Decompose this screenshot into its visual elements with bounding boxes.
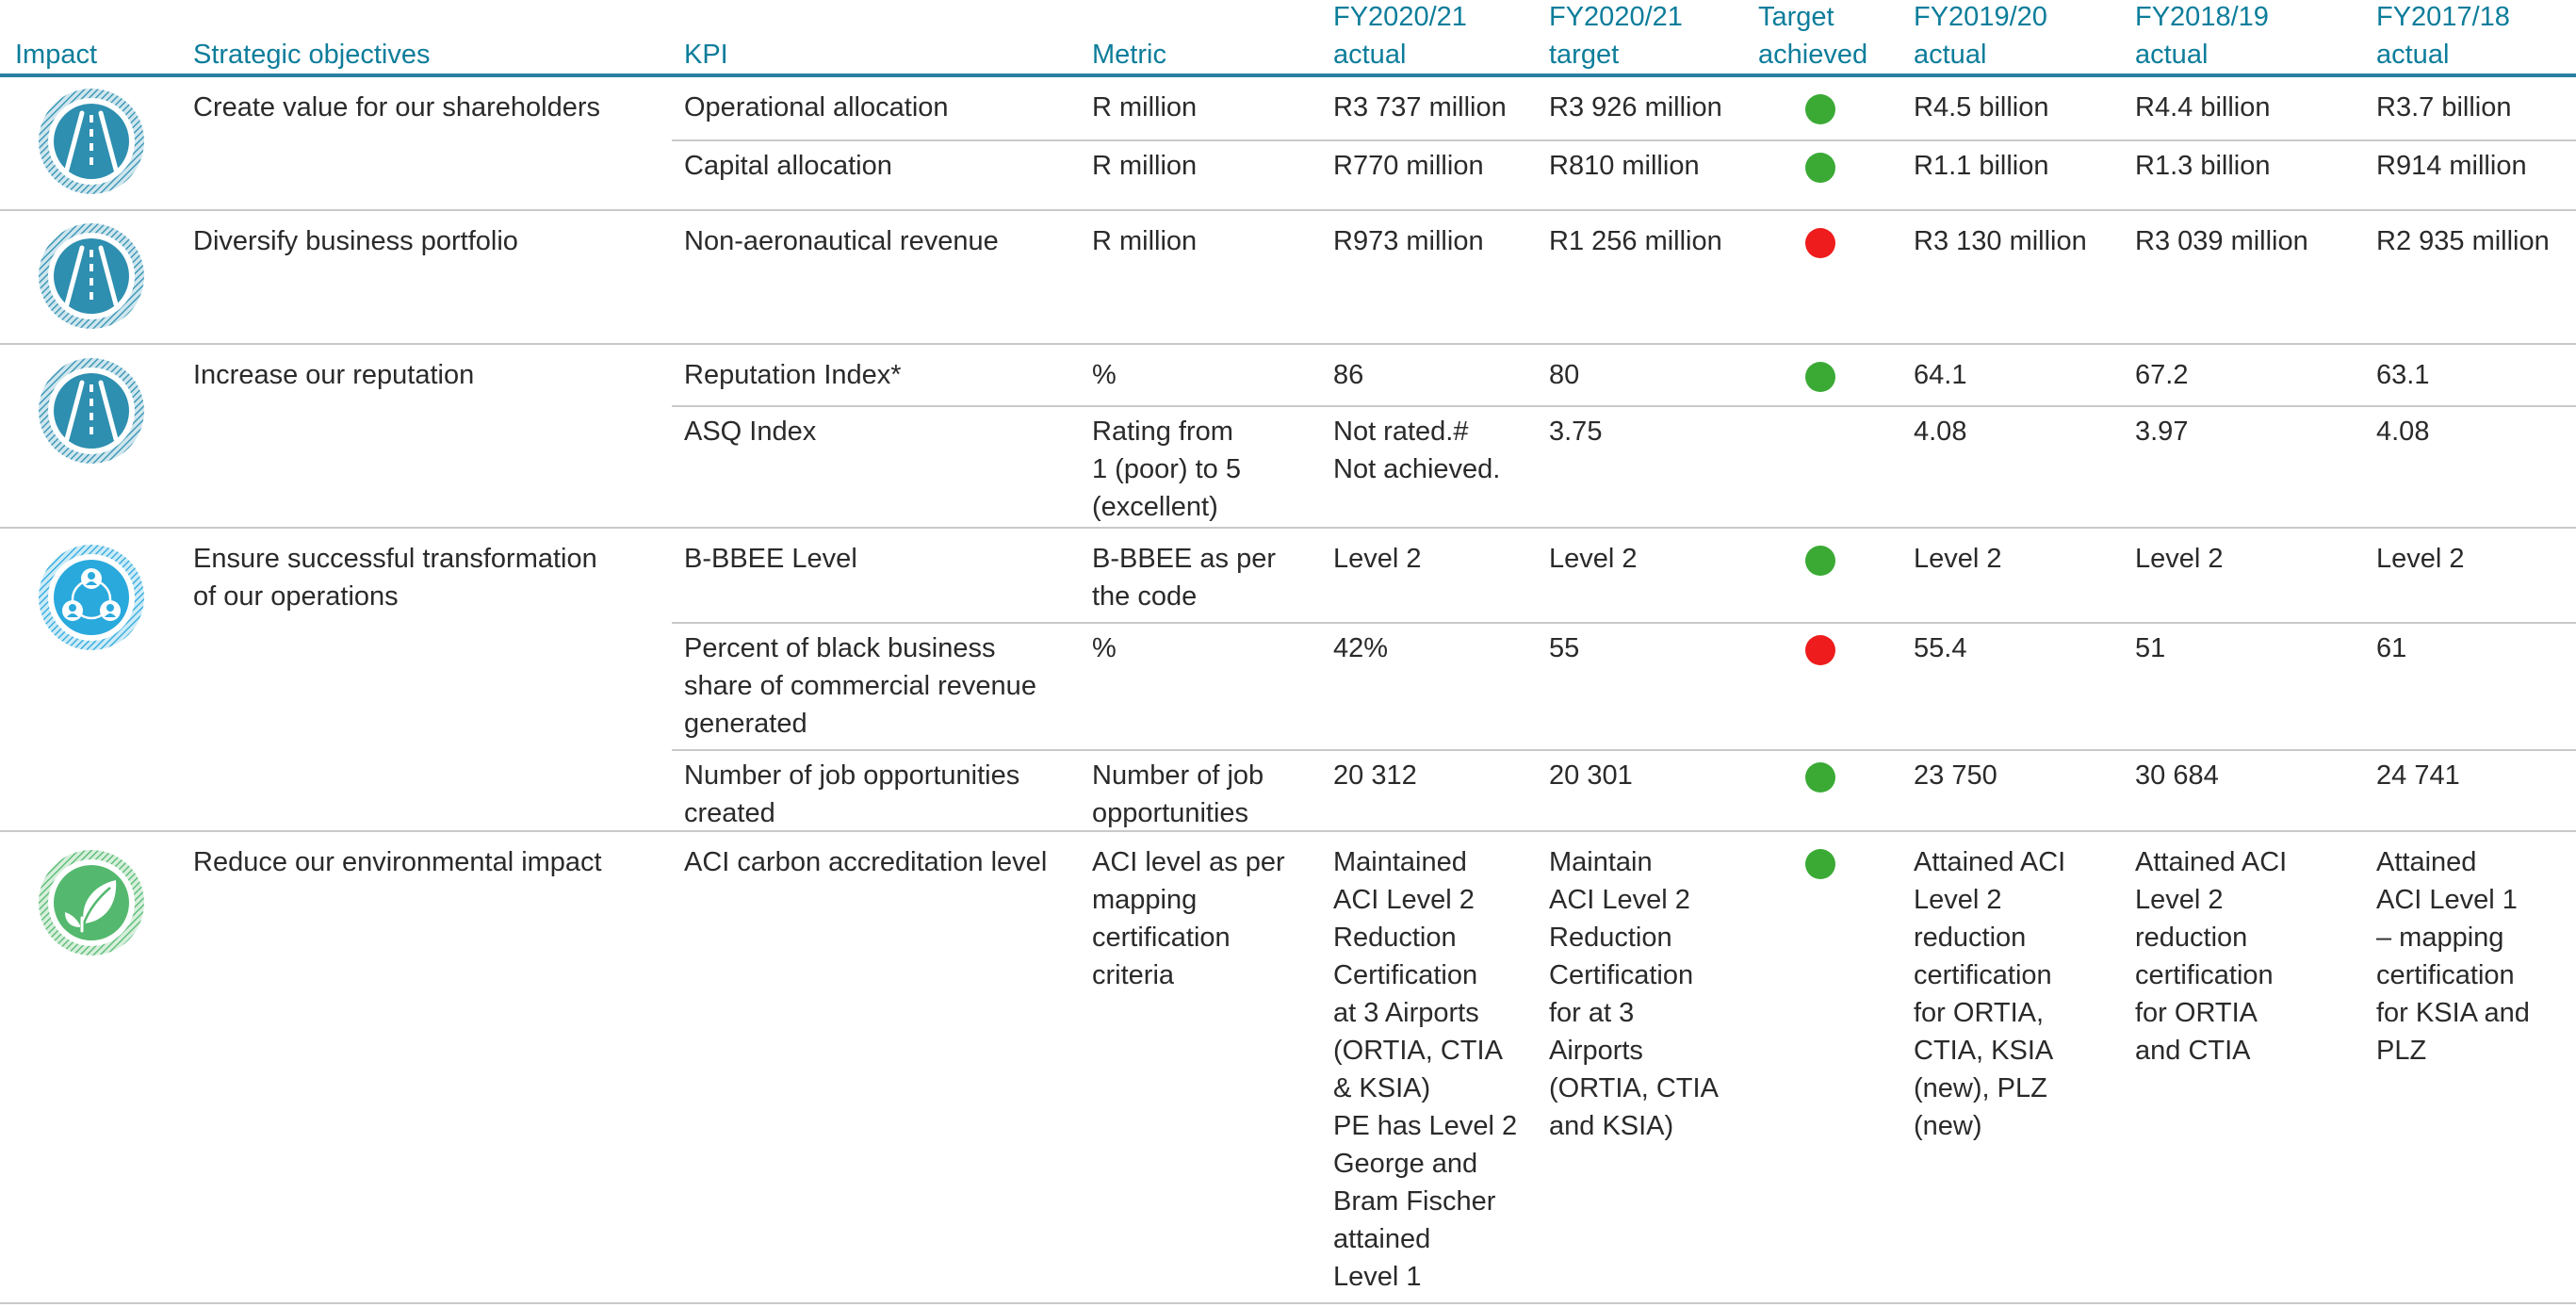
fy2021-actual-cell <box>1333 629 1388 667</box>
fy2021-target-cell-line: R3 926 million <box>1549 92 1722 123</box>
fy2019-actual-cell-line: (new) <box>1914 1111 1982 1141</box>
metric-cell-line: the code <box>1092 581 1198 612</box>
kpi-cell-line: Number of job opportunities <box>684 760 1020 791</box>
metric-cell-line: R million <box>1092 92 1198 123</box>
header-fy21-target-line: target <box>1549 40 1620 70</box>
fy2018-actual-cell-line: 30 684 <box>2135 760 2219 791</box>
header-fy19-line: actual <box>2135 40 2209 70</box>
fy2021-target-cell <box>1549 757 1633 794</box>
header-fy21-actual-line: actual <box>1333 40 1407 70</box>
header-fy21-target <box>1549 0 1683 74</box>
row-divider <box>672 622 2576 624</box>
fy2021-actual-cell-line: Level 2 <box>1333 544 1422 574</box>
header-fy21-actual-line: FY2020/21 <box>1333 2 1467 32</box>
fy2017-actual-cell-line: 63.1 <box>2376 360 2430 390</box>
fy2018-actual-cell <box>2135 147 2270 185</box>
kpi-cell-line: B-BBEE Level <box>684 544 857 574</box>
fy2019-actual-cell-line: Level 2 <box>1914 544 2002 574</box>
fy2021-target-cell <box>1549 89 1722 126</box>
fy2018-actual-cell-line: R1.3 billion <box>2135 151 2271 181</box>
fy2021-target-cell <box>1549 843 1719 1145</box>
fy2019-actual-cell <box>1914 147 2048 185</box>
fy2017-actual-cell <box>2376 356 2429 394</box>
kpi-cell-line: Percent of black business <box>684 633 996 663</box>
metric-cell <box>1092 147 1197 185</box>
fy2017-actual-cell-line: ACI Level 1 <box>2376 885 2518 915</box>
fy2017-actual-cell <box>2376 843 2530 1070</box>
fy2018-actual-cell-line: reduction <box>2135 923 2248 953</box>
fy2021-target-cell-line: Certification <box>1549 960 1694 990</box>
header-fy18-line: FY2017/18 <box>2376 2 2510 32</box>
fy2021-actual-cell-line: Certification <box>1333 960 1478 990</box>
fy2021-target-cell-line: R1 256 million <box>1549 226 1722 256</box>
metric-cell <box>1092 540 1276 615</box>
fy2019-actual-cell-line: (new), PLZ <box>1914 1073 2047 1103</box>
metric-cell-line: opportunities <box>1092 798 1249 828</box>
fy2019-actual-cell-line: Attained ACI <box>1914 847 2066 877</box>
fy2021-target-cell-line: Level 2 <box>1549 544 1638 574</box>
fy2021-actual-cell-line: Bram Fischer <box>1333 1186 1496 1217</box>
fy2019-actual-cell-line: 64.1 <box>1914 360 1967 390</box>
fy2021-target-cell <box>1549 147 1700 185</box>
road-icon <box>35 85 148 198</box>
fy2021-actual-cell-line: PE has Level 2 <box>1333 1111 1518 1141</box>
fy2018-actual-cell-line: R3 039 million <box>2135 226 2308 256</box>
fy2017-actual-cell <box>2376 89 2511 126</box>
metric-cell-line: % <box>1092 360 1117 390</box>
fy2018-actual-cell-line: and CTIA <box>2135 1036 2251 1066</box>
strategic-objective <box>193 843 602 881</box>
row-divider <box>672 405 2576 407</box>
fy2017-actual-cell-line: R3.7 billion <box>2376 92 2512 123</box>
kpi-cell-line: share of commercial revenue <box>684 671 1036 701</box>
kpi-cell-line: ACI carbon accreditation level <box>684 847 1048 877</box>
fy2021-actual-cell-line: at 3 Airports <box>1333 998 1479 1028</box>
metric-cell-line: B-BBEE as per <box>1092 544 1277 574</box>
strategic-objective-line: Ensure successful transformation <box>193 544 597 574</box>
fy2017-actual-cell-line: PLZ <box>2376 1036 2427 1066</box>
header-fy21-actual <box>1333 0 1467 74</box>
kpi-cell <box>684 629 1036 743</box>
header-fy19-line: FY2018/19 <box>2135 2 2269 32</box>
metric-cell <box>1092 222 1197 260</box>
fy2021-target-cell-line: 20 301 <box>1549 760 1633 791</box>
header-impact-line: Impact <box>15 40 98 70</box>
fy2019-actual-cell-line: Level 2 <box>1914 885 2002 915</box>
strategic-objective <box>193 540 597 615</box>
fy2019-actual-cell-line: R1.1 billion <box>1914 151 2049 181</box>
metric-cell <box>1092 757 1264 832</box>
fy2021-target-cell-line: (ORTIA, CTIA <box>1549 1073 1719 1103</box>
fy2017-actual-cell <box>2376 147 2527 185</box>
metric-cell-line: 1 (poor) to 5 <box>1092 454 1241 484</box>
fy2018-actual-cell-line: Level 2 <box>2135 544 2224 574</box>
kpi-cell <box>684 843 1047 881</box>
strategic-objective-line: Increase our reputation <box>193 360 475 390</box>
kpi-cell <box>684 222 999 260</box>
fy2017-actual-cell-line: R914 million <box>2376 151 2527 181</box>
fy2021-target-cell-line: Maintain <box>1549 847 1653 877</box>
fy2017-actual-cell <box>2376 540 2465 578</box>
header-achieved-line: achieved <box>1758 40 1868 70</box>
fy2021-actual-cell-line: & KSIA) <box>1333 1073 1431 1103</box>
fy2019-actual-cell-line: certification <box>1914 960 2052 990</box>
fy2021-target-cell-line: R810 million <box>1549 151 1700 181</box>
header-fy18 <box>2376 0 2510 74</box>
kpi-cell <box>684 147 892 185</box>
fy2021-actual-cell <box>1333 147 1484 185</box>
fy2018-actual-cell <box>2135 757 2219 794</box>
fy2021-actual-cell-line: George and <box>1333 1149 1478 1179</box>
fy2018-actual-cell-line: 51 <box>2135 633 2166 663</box>
road-icon <box>35 354 148 467</box>
fy2019-actual-cell <box>1914 413 1966 450</box>
fy2018-actual-cell <box>2135 629 2165 667</box>
fy2021-target-cell-line: 80 <box>1549 360 1580 390</box>
fy2021-actual-cell-line: 42% <box>1333 633 1389 663</box>
header-metric-line: Metric <box>1092 40 1166 70</box>
fy2019-actual-cell-line: R3 130 million <box>1914 226 2087 256</box>
header-fy20-line: FY2019/20 <box>1914 2 2047 32</box>
fy2017-actual-cell-line: R2 935 million <box>2376 226 2550 256</box>
metric-cell <box>1092 413 1241 526</box>
fy2021-target-cell <box>1549 629 1579 667</box>
fy2021-actual-cell-line: Level 1 <box>1333 1262 1422 1292</box>
target-achieved-green-dot <box>1805 153 1835 183</box>
kpi-cell <box>684 757 1019 832</box>
strategic-objective-line: Diversify business portfolio <box>193 226 518 256</box>
fy2021-target-cell-line: Airports <box>1549 1036 1643 1066</box>
metric-cell-line: Number of job <box>1092 760 1264 791</box>
fy2019-actual-cell <box>1914 629 1966 667</box>
strategic-objective-line: Create value for our shareholders <box>193 92 601 123</box>
fy2017-actual-cell <box>2376 757 2460 794</box>
metric-cell-line: R million <box>1092 151 1198 181</box>
kpi-cell-line: Non-aeronautical revenue <box>684 226 999 256</box>
target-achieved-red-dot <box>1805 635 1835 665</box>
metric-cell <box>1092 356 1117 394</box>
fy2021-target-cell <box>1549 356 1579 394</box>
header-achieved-line: Target <box>1758 2 1834 32</box>
fy2021-actual-cell <box>1333 413 1500 488</box>
fy2019-actual-cell-line: reduction <box>1914 923 2027 953</box>
kpi-cell-line: ASQ Index <box>684 417 817 447</box>
group-divider <box>0 830 2576 832</box>
target-achieved-red-dot <box>1805 228 1835 258</box>
fy2021-actual-cell <box>1333 843 1517 1296</box>
fy2017-actual-cell-line: 61 <box>2376 633 2407 663</box>
metric-cell <box>1092 629 1117 667</box>
fy2021-actual-cell-line: 20 312 <box>1333 760 1417 791</box>
strategic-objective <box>193 89 600 126</box>
fy2018-actual-cell-line: Attained ACI <box>2135 847 2288 877</box>
metric-cell-line: Rating from <box>1092 417 1233 447</box>
fy2018-actual-cell <box>2135 540 2224 578</box>
fy2017-actual-cell <box>2376 222 2550 260</box>
fy2021-actual-cell-line: 86 <box>1333 360 1364 390</box>
row-divider <box>672 749 2576 751</box>
fy2017-actual-cell-line: certification <box>2376 960 2515 990</box>
header-fy18-line: actual <box>2376 40 2450 70</box>
fy2018-actual-cell-line: R4.4 billion <box>2135 92 2271 123</box>
strategic-objective <box>193 222 518 260</box>
fy2021-actual-cell <box>1333 356 1363 394</box>
kpi-cell <box>684 356 902 394</box>
metric-cell-line: mapping <box>1092 885 1198 915</box>
fy2019-actual-cell-line: CTIA, KSIA <box>1914 1036 2054 1066</box>
fy2019-actual-cell <box>1914 540 2002 578</box>
group-divider <box>0 343 2576 345</box>
metric-cell-line: R million <box>1092 226 1198 256</box>
fy2021-actual-cell-line: ACI Level 2 <box>1333 885 1475 915</box>
target-achieved-green-dot <box>1805 762 1835 792</box>
fy2019-actual-cell <box>1914 843 2065 1145</box>
header-objective-line: Strategic objectives <box>193 40 431 70</box>
fy2018-actual-cell-line: for ORTIA <box>2135 998 2258 1028</box>
fy2019-actual-cell-line: 4.08 <box>1914 417 1967 447</box>
fy2021-actual-cell-line: Not achieved. <box>1333 454 1501 484</box>
people-network-icon <box>35 541 148 654</box>
group-divider <box>0 1302 2576 1304</box>
fy2017-actual-cell <box>2376 413 2429 450</box>
fy2018-actual-cell <box>2135 413 2188 450</box>
fy2018-actual-cell-line: certification <box>2135 960 2274 990</box>
fy2017-actual-cell <box>2376 629 2406 667</box>
header-achieved <box>1758 0 1867 74</box>
fy2021-actual-cell-line: (ORTIA, CTIA <box>1333 1036 1503 1066</box>
target-achieved-green-dot <box>1805 546 1835 576</box>
fy2021-actual-cell-line: Not rated.# <box>1333 417 1469 447</box>
fy2019-actual-cell-line: R4.5 billion <box>1914 92 2049 123</box>
fy2021-target-cell-line: 55 <box>1549 633 1580 663</box>
group-divider <box>0 527 2576 529</box>
fy2021-actual-cell-line: Maintained <box>1333 847 1467 877</box>
kpi-cell <box>684 540 857 578</box>
fy2017-actual-cell-line: for KSIA and <box>2376 998 2530 1028</box>
fy2019-actual-cell <box>1914 89 2048 126</box>
fy2021-actual-cell <box>1333 222 1484 260</box>
fy2021-actual-cell <box>1333 757 1417 794</box>
strategic-objective-line: of our operations <box>193 581 399 612</box>
metric-cell-line: (excellent) <box>1092 492 1218 522</box>
header-fy20 <box>1914 0 2047 74</box>
fy2021-actual-cell-line: attained <box>1333 1224 1431 1254</box>
row-divider <box>672 139 2576 141</box>
kpi-cell-line: created <box>684 798 775 828</box>
fy2018-actual-cell <box>2135 843 2287 1070</box>
kpi-cell <box>684 413 816 450</box>
fy2019-actual-cell-line: 55.4 <box>1914 633 1967 663</box>
kpi-cell-line: generated <box>684 709 807 739</box>
fy2019-actual-cell-line: for ORTIA, <box>1914 998 2045 1028</box>
metric-cell-line: % <box>1092 633 1117 663</box>
fy2021-actual-cell <box>1333 540 1422 578</box>
metric-cell <box>1092 843 1285 994</box>
fy2021-target-cell <box>1549 222 1722 260</box>
fy2018-actual-cell-line: Level 2 <box>2135 885 2224 915</box>
fy2021-actual-cell-line: R770 million <box>1333 151 1484 181</box>
kpi-cell-line: Operational allocation <box>684 92 949 123</box>
fy2017-actual-cell-line: Level 2 <box>2376 544 2465 574</box>
fy2021-target-cell-line: 3.75 <box>1549 417 1603 447</box>
target-achieved-green-dot <box>1805 94 1835 124</box>
strategic-objective <box>193 356 474 394</box>
header-rule <box>0 74 2576 77</box>
fy2017-actual-cell-line: – mapping <box>2376 923 2504 953</box>
road-icon <box>35 220 148 333</box>
fy2017-actual-cell-line: 24 741 <box>2376 760 2460 791</box>
metric-cell-line: ACI level as per <box>1092 847 1285 877</box>
fy2018-actual-cell-line: 3.97 <box>2135 417 2189 447</box>
fy2021-actual-cell <box>1333 89 1507 126</box>
fy2021-actual-cell-line: R3 737 million <box>1333 92 1507 123</box>
metric-cell <box>1092 89 1197 126</box>
fy2018-actual-cell <box>2135 222 2308 260</box>
fy2019-actual-cell-line: 23 750 <box>1914 760 1997 791</box>
fy2021-actual-cell-line: R973 million <box>1333 226 1484 256</box>
target-achieved-green-dot <box>1805 849 1835 879</box>
header-fy20-line: actual <box>1914 40 1987 70</box>
leaf-icon <box>35 846 148 959</box>
target-achieved-green-dot <box>1805 362 1835 392</box>
metric-cell-line: certification <box>1092 923 1231 953</box>
fy2019-actual-cell <box>1914 757 1997 794</box>
fy2019-actual-cell <box>1914 356 1966 394</box>
fy2017-actual-cell-line: 4.08 <box>2376 417 2430 447</box>
kpi-cell-line: Reputation Index* <box>684 360 902 390</box>
fy2019-actual-cell <box>1914 222 2087 260</box>
fy2021-target-cell-line: and KSIA) <box>1549 1111 1674 1141</box>
metric-cell-line: criteria <box>1092 960 1175 990</box>
fy2021-target-cell <box>1549 540 1638 578</box>
fy2021-target-cell-line: ACI Level 2 <box>1549 885 1690 915</box>
fy2021-target-cell <box>1549 413 1602 450</box>
fy2017-actual-cell-line: Attained <box>2376 847 2477 877</box>
header-fy21-target-line: FY2020/21 <box>1549 2 1683 32</box>
fy2018-actual-cell <box>2135 89 2270 126</box>
fy2021-target-cell-line: Reduction <box>1549 923 1672 953</box>
fy2021-actual-cell-line: Reduction <box>1333 923 1457 953</box>
group-divider <box>0 209 2576 211</box>
fy2021-target-cell-line: for at 3 <box>1549 998 1635 1028</box>
kpi-cell-line: Capital allocation <box>684 151 892 181</box>
header-kpi-line: KPI <box>684 40 728 70</box>
fy2018-actual-cell-line: 67.2 <box>2135 360 2189 390</box>
header-fy19 <box>2135 0 2269 74</box>
strategic-objective-line: Reduce our environmental impact <box>193 847 602 877</box>
kpi-cell <box>684 89 949 126</box>
fy2018-actual-cell <box>2135 356 2188 394</box>
